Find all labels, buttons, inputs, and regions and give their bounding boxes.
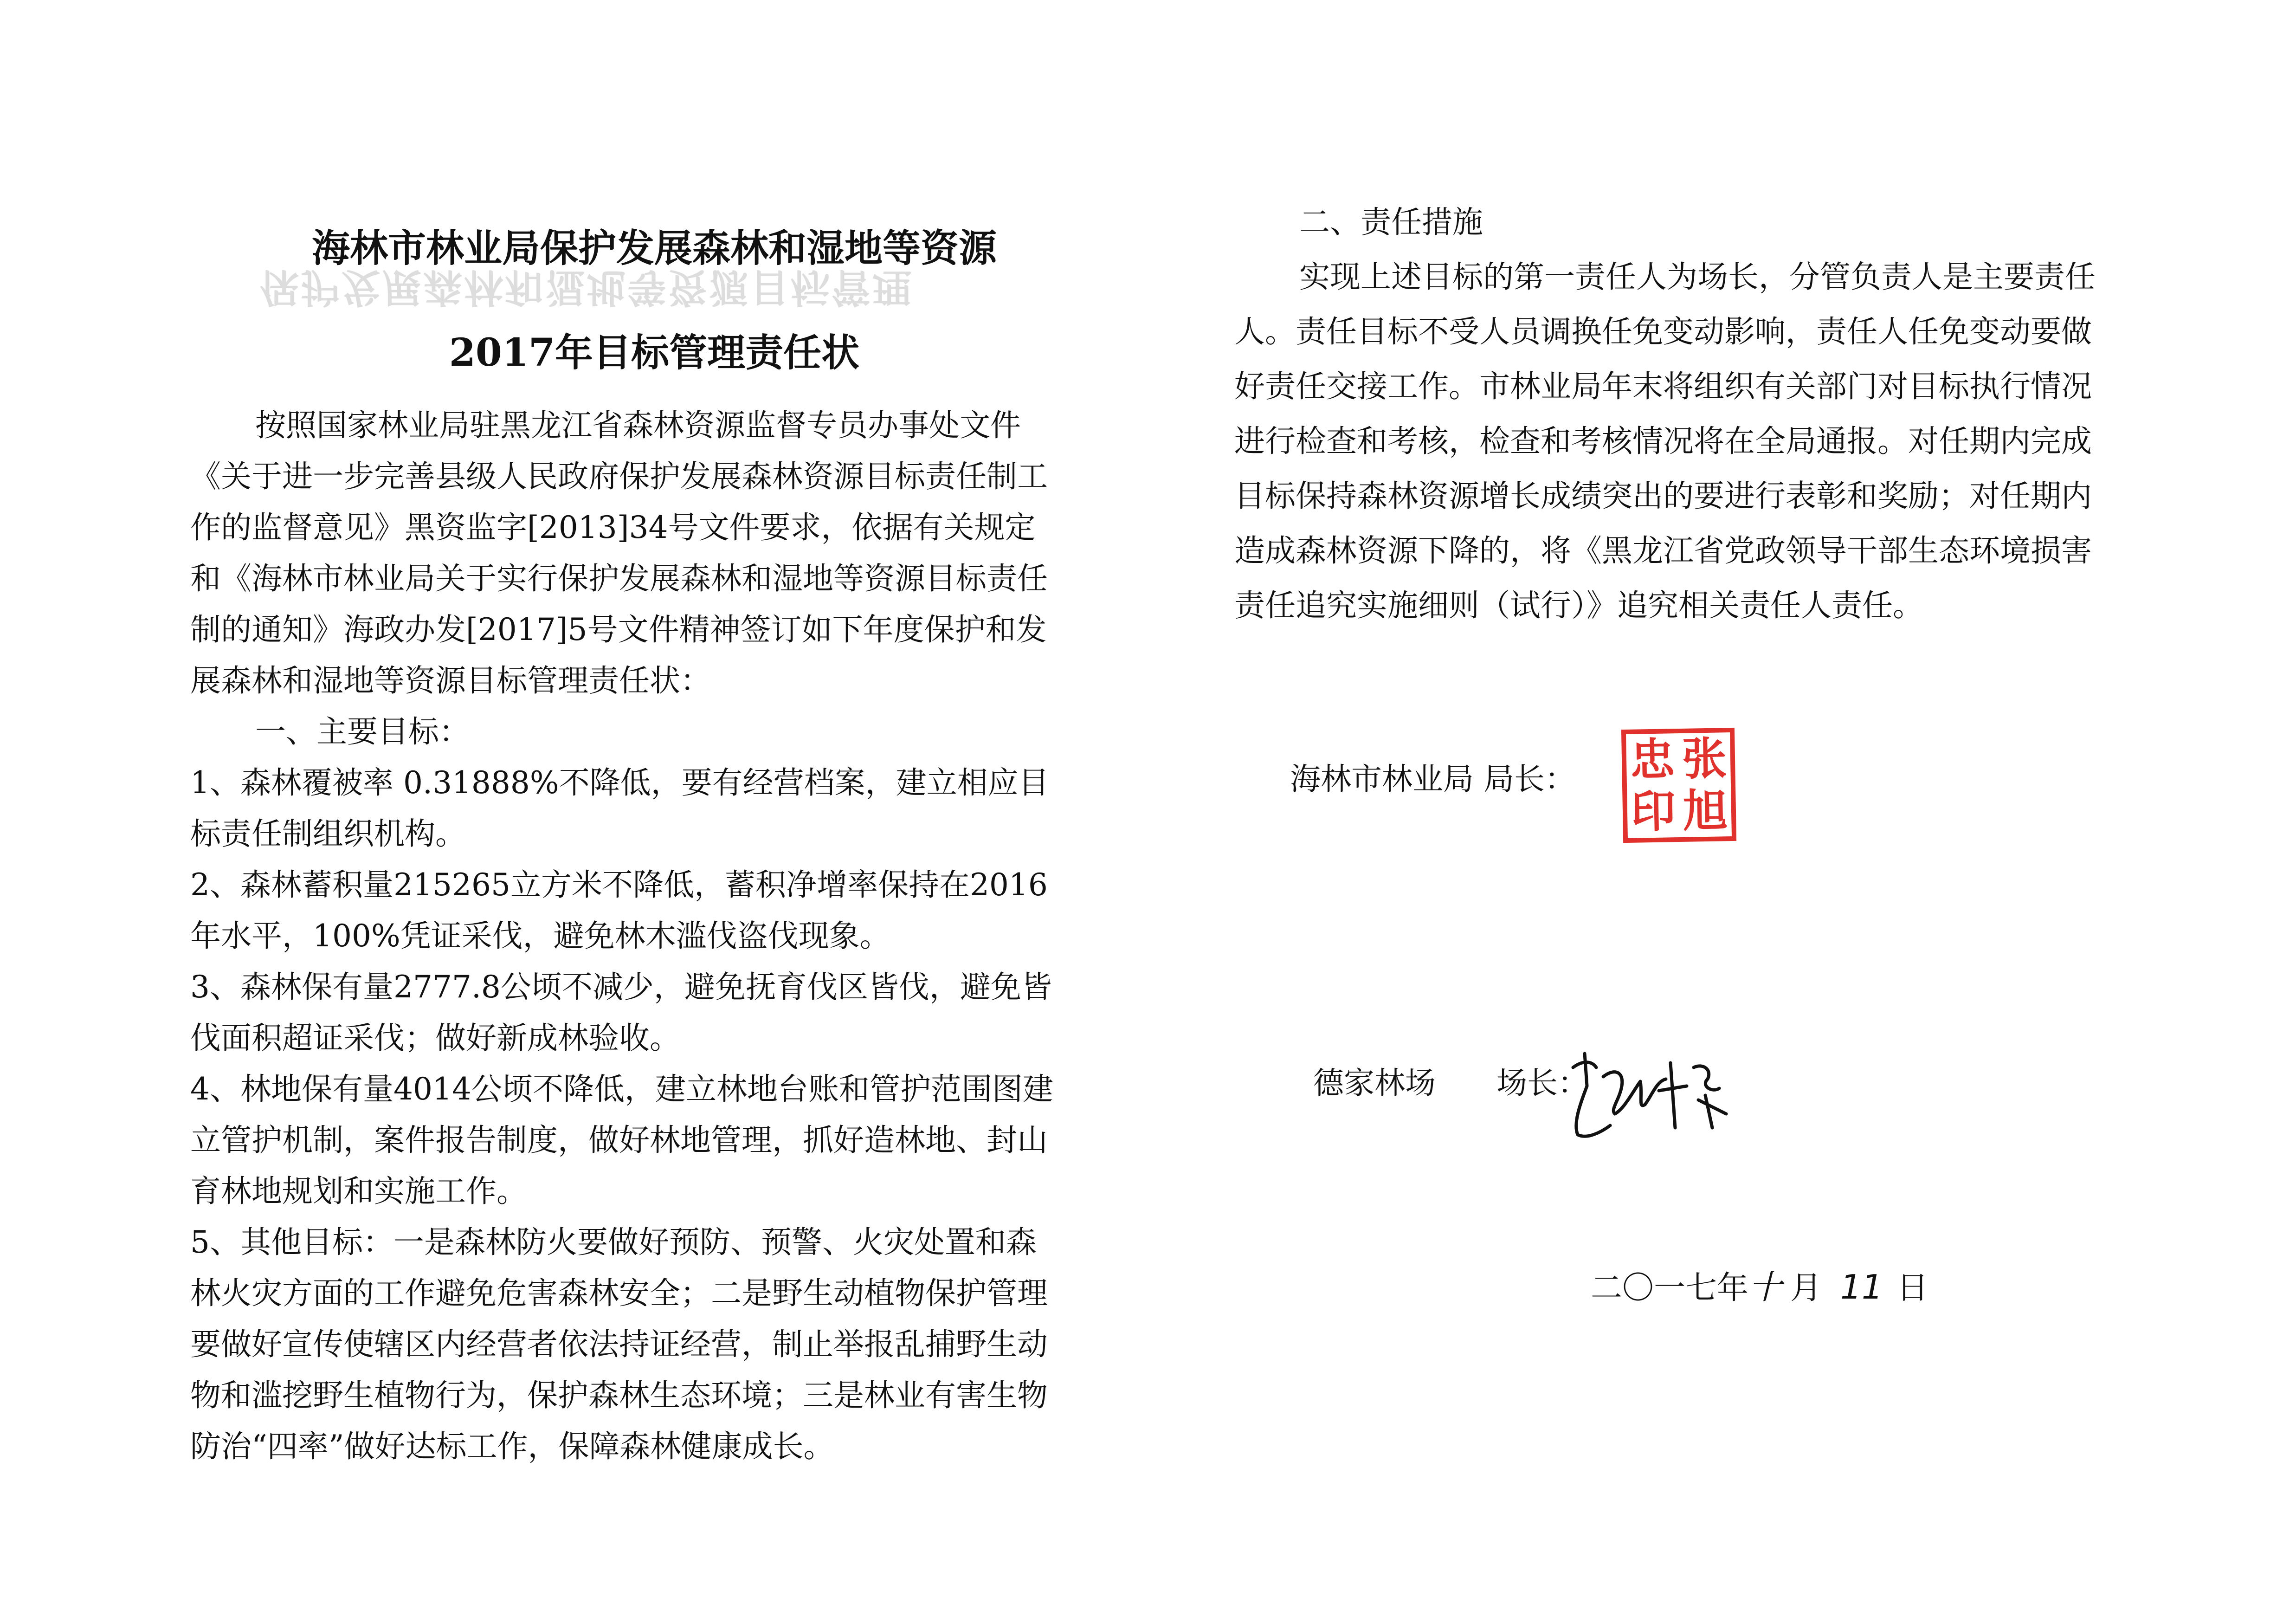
seal-char: 印 <box>1630 785 1676 838</box>
signing-date <box>1591 1260 1928 1308</box>
section-1-heading: 一、主要目标： <box>255 714 470 750</box>
right-column <box>1234 195 2107 633</box>
goal-item-3: 3、森林保有量2777.8公顷不减少，避免抚育伐区皆伐，避免皆伐面积超证采伐；做好新成林验收。 <box>190 969 1052 1056</box>
date-month-handwritten: 十 <box>1748 1267 1782 1306</box>
farm-manager-label: 场长： <box>1496 1065 1588 1101</box>
director-seal <box>1621 728 1736 843</box>
document-title-line-1: 海林市林业局保护发展森林和湿地等资源 <box>311 226 997 271</box>
section-2-body: 实现上述目标的第一责任人为场长，分管负责人是主要责任人。责任目标不受人员调换任免变动影响，责任人任免变动要做好责任交接工作。市林业局年末将组织有关部门对目标执行情况进行检查和考核，检查和考核情况将在全局通报。对任期内完成目标保持森林资源增长成绩突出的要进行表彰和奖励；对任期内造成森林资源下降的，将《黑龙江省党政领导干部生态环境损害责任追究实施细则（试行）》追究相关责任人责任。 <box>1234 259 2096 623</box>
section-2-heading: 二、责任措施 <box>1299 204 1483 240</box>
goal-item-5: 5、其他目标：一是森林防火要做好预防、预警、火灾处置和森林火灾方面的工作避免危害森林安全；二是野生动植物保护管理要做好宣传使辖区内经营者依法持证经营，制止举报乱捕野生动物和滥挖野生植物行为，保护森林生态环境；三是林业有害生物防治“四率”做好达标工作，保障森林健康成长。 <box>190 1224 1048 1464</box>
date-month-label: 月 <box>1790 1270 1822 1306</box>
document-title-line-2: 2017年目标管理责任状 <box>449 330 860 375</box>
bureau-signature-line: 海林市林业局 局长： <box>1290 761 1575 797</box>
intro-paragraph: 按照国家林业局驻黑龙江省森林资源监督专员办事处文件《关于进一步完善县级人民政府保护发展森林资源目标责任制工作的监督意见》黑资监字[2013]34号文件要求，依据有关规定和《海林市林业局关于实行保护发展森林和湿地等资源目标责任制的通知》海政办发[2017]5号文件精神签订如下年度保护和发展森林和湿地等资源目标管理责任状： <box>190 407 1048 698</box>
date-day-handwritten: 11 <box>1840 1267 1883 1306</box>
seal-char: 旭 <box>1682 784 1728 837</box>
date-year: 二〇一七年 <box>1591 1270 1749 1306</box>
farm-name: 德家林场 <box>1313 1065 1436 1101</box>
goal-item-1: 1、森林覆被率 0.31888%不降低，要有经营档案，建立相应目标责任制组织机构。 <box>190 765 1049 852</box>
goal-item-2: 2、森林蓄积量215265立方米不降低，蓄积净增率保持在2016年水平，100%凭证采伐，避免林木滥伐盗伐现象。 <box>190 867 1048 954</box>
goal-item-4: 4、林地保有量4014公顷不降低，建立林地台账和管护范围图建立管护机制，案件报告制度，做好林地管理，抓好造林地、封山育林地规划和实施工作。 <box>190 1071 1053 1209</box>
seal-char: 忠 <box>1630 733 1676 786</box>
date-day-label: 日 <box>1896 1270 1928 1306</box>
handwritten-signature <box>1559 1035 1735 1146</box>
left-column <box>190 400 1058 1472</box>
seal-char: 张 <box>1682 732 1727 785</box>
bleed-through-text: 保护发展森林和湿地等资源目标管理 <box>260 265 914 310</box>
